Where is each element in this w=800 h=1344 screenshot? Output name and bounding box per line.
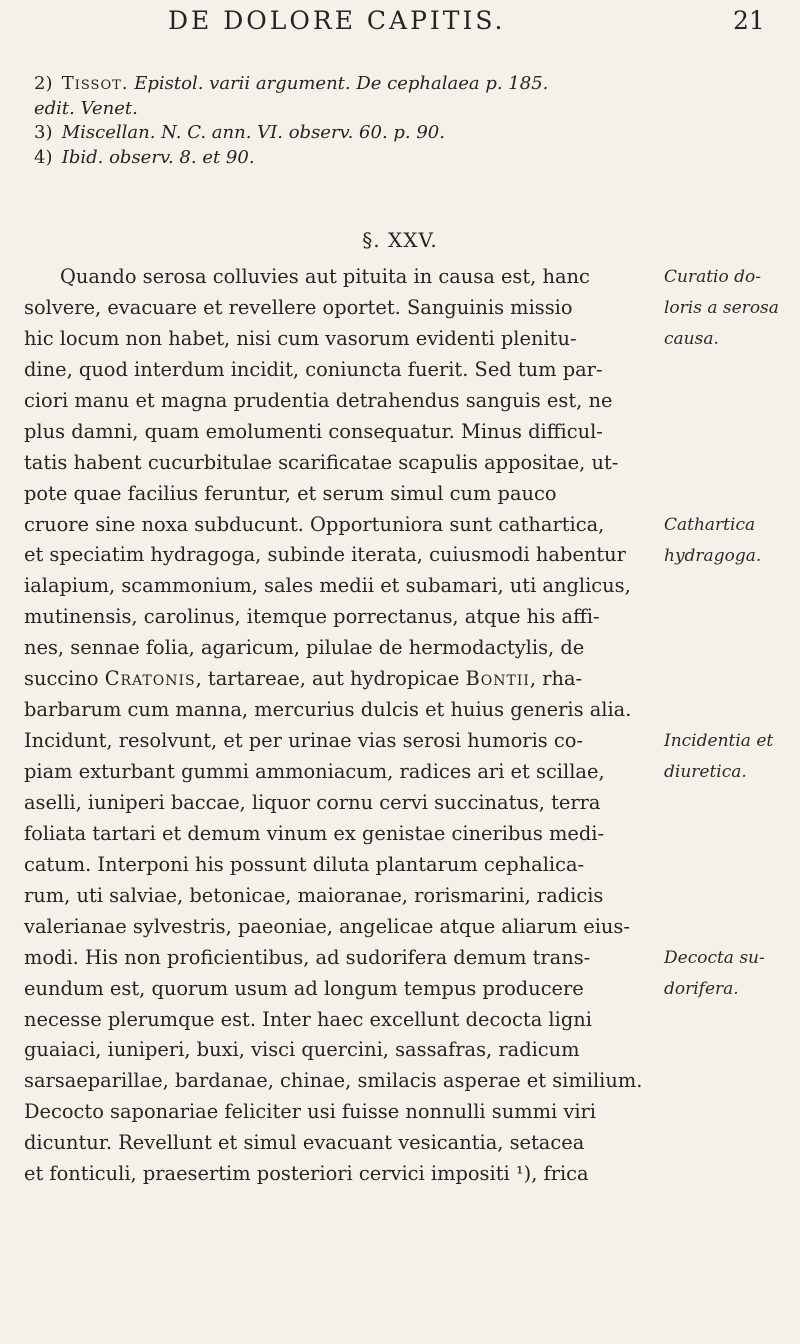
author-name: Cratonis	[104, 667, 196, 691]
section-heading: §. XXV.	[362, 228, 438, 252]
text-line: necesse plerumque est. Inter haec excellunt decocta ligni	[24, 1007, 592, 1031]
margin-note: Cathartica	[664, 514, 756, 535]
footnote-citation: Miscellan. N. C. ann. VI. observ. 60. p. 90.	[61, 122, 445, 143]
footnote-2-continuation	[34, 97, 754, 122]
page-number: 21	[733, 6, 765, 35]
text-line: aselli, iuniperi baccae, liquor cornu cervi succinatus, terra	[24, 790, 601, 814]
text-line: eundum est, quorum usum ad longum tempus producere	[24, 976, 584, 1000]
text-line: mutinensis, carolinus, itemque porrectanus, atque his affi-	[24, 605, 600, 629]
footnote-3	[34, 121, 754, 146]
text-line: piam exturbant gummi ammoniacum, radices ari et scillae,	[24, 760, 605, 783]
text-line: rum, uti salviae, betonicae, maioranae, rorismarini, radicis	[24, 883, 604, 907]
footnote-number: 2)	[34, 73, 53, 94]
footnote-citation: Epistol. varii argument. De cephalaea p. 185.	[128, 73, 549, 94]
text-line: catum. Interponi his possunt diluta plantarum cephalica-	[24, 852, 585, 876]
margin-note: diuretica.	[664, 762, 747, 783]
text-line: ciori manu et magna prudentia detrahendus sanguis est, ne	[24, 388, 613, 412]
text-line: succino Cratonis, tartareae, aut hydropicae Bontii, rha-	[24, 667, 583, 691]
text-line: nes, sennae folia, agaricum, pilulae de hermodactylis, de	[24, 636, 585, 660]
footnote-citation: Ibid. observ. 8. et 90.	[61, 146, 255, 168]
author-name: Bontii	[465, 667, 530, 691]
text-line: barbarum cum manna, mercurius dulcis et huius generis alia.	[24, 698, 632, 722]
footnote-author: Tissot.	[61, 73, 129, 94]
footnote-2	[34, 72, 754, 97]
margin-note: loris a serosa	[664, 297, 779, 318]
text-line: dicuntur. Revellunt et simul evacuant vesicantia, setacea	[24, 1131, 585, 1155]
text-line: solvere, evacuare et revellere oportet. Sanguinis missio	[24, 295, 573, 319]
text-line: guaiaci, iuniperi, buxi, visci quercini, sassafras, radicum	[24, 1038, 580, 1062]
text-line: modi. His non proficientibus, ad sudorifera demum trans-	[24, 945, 591, 969]
margin-note: causa.	[664, 328, 719, 349]
text-line: tatis habent cucurbitulae scarificatae scapulis appositae, ut-	[24, 450, 619, 474]
margin-note: Incidentia et	[664, 731, 774, 752]
footnote-4	[34, 146, 754, 171]
text-line: cruore sine noxa subducunt. Opportuniora sunt cathartica,	[24, 512, 605, 536]
text-line: ialapium, scammonium, sales medii et subamari, uti anglicus,	[24, 574, 631, 598]
text-line: sarsaeparillae, bardanae, chinae, smilacis asperae et similium.	[24, 1069, 643, 1093]
footnote-number: 4)	[34, 146, 53, 168]
text-line: plus damni, quam emolumenti consequatur. Minus difficul-	[24, 419, 603, 443]
text-line: hic locum non habet, nisi cum vasorum evidenti plenitu-	[24, 326, 577, 350]
text-line: foliata tartari et demum vinum ex genistae cineribus medi-	[24, 821, 605, 845]
running-title: DE DOLORE CAPITIS.	[168, 6, 506, 35]
margin-note: Curatio do-	[664, 267, 761, 287]
text-line: dine, quod interdum incidit, coniuncta fuerit. Sed tum par-	[24, 357, 603, 381]
footnote-number: 3)	[34, 122, 53, 143]
text-line: et speciatim hydragoga, subinde iterata, cuiusmodi habentur	[24, 543, 626, 567]
footnote-continuation-text: edit. Venet.	[34, 97, 138, 119]
text-line: et fonticuli, praesertim posteriori cervici impositi ¹), frica	[24, 1162, 589, 1186]
text-line: pote quae facilius feruntur, et serum simul cum pauco	[24, 481, 557, 505]
margin-note: hydragoga.	[664, 545, 762, 566]
margin-note: dorifera.	[664, 978, 739, 999]
running-head	[0, 6, 800, 42]
text-line: valerianae sylvestris, paeoniae, angelicae atque aliarum eius-	[24, 914, 630, 938]
margin-note: Decocta su-	[664, 947, 765, 968]
text-line: Incidunt, resolvunt, et per urinae vias serosi humoris co-	[24, 729, 583, 753]
text-line: Quando serosa colluvies aut pituita in causa est, hanc	[60, 265, 590, 288]
footnotes-block	[34, 72, 754, 170]
text-line: Decocto saponariae feliciter usi fuisse nonnulli summi viri	[24, 1100, 596, 1124]
body-paragraph	[24, 262, 664, 1190]
